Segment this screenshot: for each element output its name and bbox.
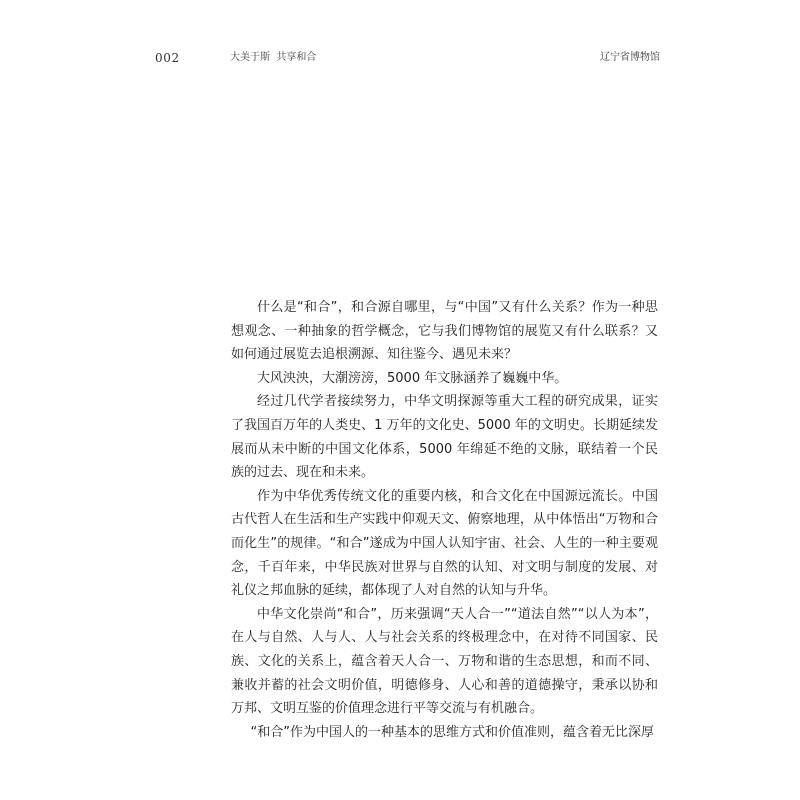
book-title: 大美于斯 共享和合 (230, 52, 317, 63)
page-number: 002 (155, 51, 180, 65)
publisher-name: 辽宁省博物馆 (600, 52, 660, 63)
paragraph-chinese-culture-values: 中华文化崇尚“和合”，历来强调“天人合一”“道法自然”“以人为本”，在人与自然、人与人、人与社会关系的终极理念中，在对待不同国家、民族、文化的关系上，蕴含着天人合一、万物和谐的生态思想，和而不同、兼收并蓄的社会文明价值，明德修身、人心和善的道德操守，秉承以协和万邦、文明互鉴的价值理念进行平等交流与有机融合。 (231, 606, 658, 717)
body-text (231, 296, 658, 744)
paragraph-civilization-origins: 经过几代学者接续努力，中华文明探源等重大工程的研究成果，证实了我国百万年的人类史、1 万年的文化史、5000 年的文明史。长期延续发展而从未中断的中国文化体系，5000 年绵延不绝的文脉，联结着一个民族的过去、现在和未来。 (231, 394, 658, 481)
paragraph-what-is-hehe: 什么是“和合”，和合源自哪里，与“中国”又有什么关系？作为一种思想观念、一种抽象的哲学概念，它与我们博物馆的展览又有什么联系？又如何通过展览去追根溯源、知往鉴今、遇见未来？ (231, 300, 658, 363)
paragraph-hehe-culture-core: 作为中华优秀传统文化的重要内核，和合文化在中国源远流长。中国古代哲人在生活和生产实践中仰观天文、俯察地理，从中体悟出“万物和合而化生”的规律。“和合”遂成为中国人认知宇宙、社会、人生的一种主要观念，千百年来，中华民族对世界与自然的认知、对文明与制度的发展、对礼仪之邦血脉的延续，都体现了人对自然的认知与升华。 (231, 488, 658, 599)
paragraph-5000-years: 大风泱泱，大潮滂滂，5000 年文脉涵养了巍巍中华。 (257, 370, 568, 386)
paragraph-hehe-thinking: “和合”作为中国人的一种基本的思维方式和价值准则，蕴含着无比深厚 (250, 724, 654, 740)
page-header (155, 50, 660, 66)
